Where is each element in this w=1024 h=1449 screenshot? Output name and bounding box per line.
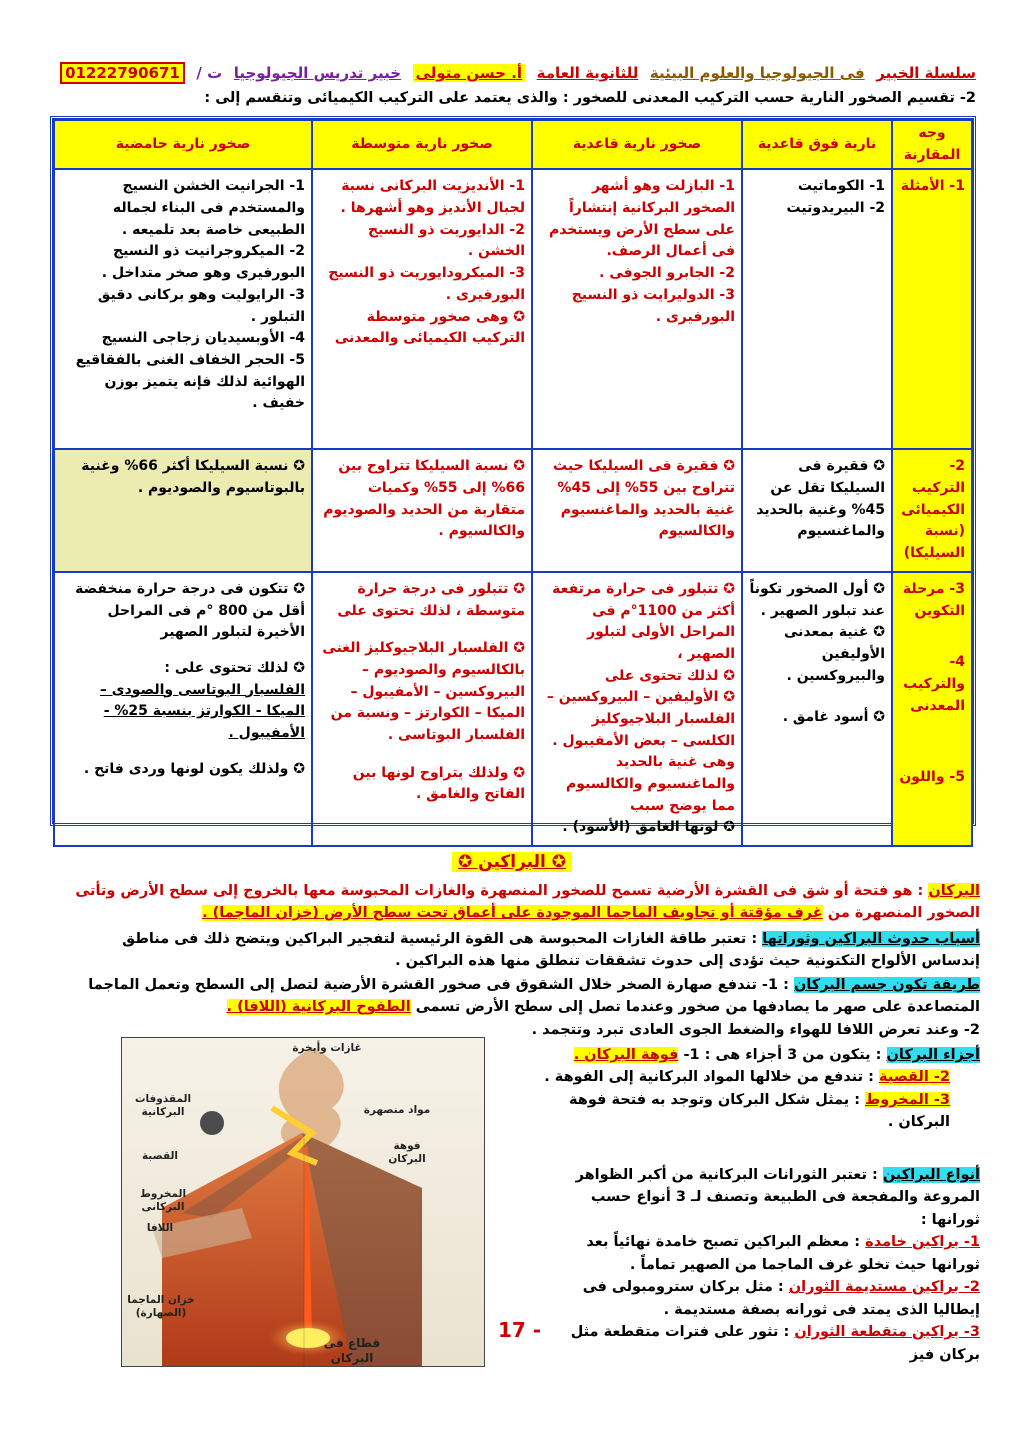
header-intermediate: صخور نارية متوسطة — [312, 120, 532, 169]
subject-title: فى الجيولوجيا والعلوم البيئية — [649, 64, 865, 82]
type-continuous — [540, 1276, 980, 1321]
list-item: ✪ الفلسبار البلاجيوكليز الغنى بالكالسيوم والصوديوم – البيروكسين – الأمفيبول – الميكا – الكوارتز – ونسبة من الفلسبار البوتاسى . — [322, 640, 525, 743]
list-item: ✪ أسود غامق . — [782, 709, 885, 726]
label-lava: اللافا — [146, 1222, 174, 1234]
parts-cone-label: 3- المخروط — [865, 1091, 950, 1108]
label-chamber: خزان الماجما (الصهارة) — [127, 1294, 195, 1320]
list-item: ✪ تتبلور فى درجة حرارة متوسطة ، لذلك تحتوى على — [337, 580, 525, 619]
row-aspect: 4- والتركيب المعدنى — [903, 654, 965, 714]
list-item: ✪ لونها الغامق (الأسود) . — [562, 819, 735, 836]
acid-chem: ✪ نسبة السيليكا أكثر 66% وغنية بالبوتاسيوم والصوديوم . — [54, 449, 312, 571]
intro-line: 2- تقسيم الصخور النارية حسب التركيب المعدنى للصخور : والذى يعتمد على التركيب الكيميائى وتنقسم إلى : — [204, 90, 976, 106]
causes-text: : تعتبر طاقة الغازات المحبوسة هى القوة الرئيسية لتفجير البراكين ويتضح ذلك فى مناطق إندساس الألواح التكتونية حيث تؤدى إلى حدوث تشققات تنطلق منها هذه البراكين . — [122, 931, 980, 970]
inter-formation — [312, 572, 532, 846]
row-aspect: 3- مرحلة التكوين — [902, 580, 965, 619]
basic-chem: ✪ فقيرة فى السيليكا حيث تتراوح بين 55% إلى 45% غنية بالحديد والماغنسيوم والكالسيوم — [532, 449, 742, 571]
ultra-examples — [742, 169, 892, 449]
list-item: 2- البيريدوتيت — [786, 200, 885, 217]
types-label: أنواع البراكين — [882, 1167, 980, 1183]
list-item: ✪ ولذلك يكون لونها وردى فاتح . — [83, 760, 305, 777]
parts-pipe-label: 2- القصبة — [878, 1069, 950, 1086]
list-item: الفلسبار البوتاسى والصودى – الميكا - الكوارتز بنسبة 25% - الأمفيبول . — [99, 681, 305, 741]
volcano-formation — [60, 974, 980, 1041]
header-aspect: وجه المقارنة — [892, 120, 972, 169]
list-item: 1- الأنديزيت البركانى نسبة لجبال الأنديز وهو أشهرها . — [340, 178, 525, 217]
list-item: 2- الجابرو الجوفى . — [599, 265, 735, 282]
definition-label: البركان — [928, 883, 980, 899]
page-number: 17 - — [498, 1318, 542, 1342]
ultra-formation — [742, 572, 892, 846]
header-acidic: صخور نارية حامضية — [54, 120, 312, 169]
formation-step-2: 2- وعند تعرض اللافا للهواء والضغط الجوى العادى تبرد وتتجمد . — [531, 1021, 980, 1038]
teacher-title: خبير تدريس الجيولوجيا — [233, 64, 402, 82]
list-item: ✪ غنية بمعدنى الأوليفين والبيروكسين . — [783, 624, 885, 684]
comparison-table — [50, 116, 976, 836]
list-item: ✪ ولذلك يتراوح لونها بين الفاتح والغامق . — [352, 764, 525, 803]
row-aspect: 5- واللون — [899, 769, 965, 786]
acid-examples — [54, 169, 312, 449]
volcano-causes — [60, 928, 980, 973]
type3-label: 3- براكين متقطعة الثوران — [794, 1324, 980, 1341]
list-item: 1- الجرانيت الخشن النسيج والمستخدم فى البناء لجماله الطبيعى خاصة بعد تلميعه . — [112, 178, 305, 238]
row-aspect: 2- التركيب الكيميائى (نسبة السيليكا) — [892, 449, 972, 571]
list-item: وهى غنية بالحديد والماغنسيوم والكالسيوم مما يوضح سبب — [566, 754, 735, 814]
header-ultrabasic: نارية فوق قاعدية — [742, 120, 892, 169]
label-molten: مواد منصهرة — [363, 1104, 431, 1116]
ultra-chem: ✪ فقيرة فى السيليكا تقل عن 45% وغنية بالحديد والماغنسيوم — [742, 449, 892, 571]
parts-line — [540, 1044, 980, 1066]
list-item: ✪ تتبلور فى حرارة مرتفعة أكثر من 1100°م فى المراحل الأولى لتبلور الصهير ، — [552, 580, 735, 662]
volcano-definition — [60, 880, 980, 925]
basic-formation — [532, 572, 742, 846]
definition-text: : هو فتحة أو شق فى القشرة الأرضية تسمح للصخور المنصهرة والغازات المحبوسة معها بالخروج إلى سطح الأرض وتأتى الصخور المنصهرة من — [75, 883, 980, 922]
series-title: سلسلة الخبير — [876, 64, 976, 82]
table-row — [54, 169, 972, 449]
teacher-name: أ. حسن متولى — [413, 64, 525, 82]
parts-cone-text: : يمثل شكل البركان وتوجد به فتحة فوهة البركان . — [568, 1091, 950, 1131]
label-section: قطاع فى البركان — [323, 1336, 381, 1365]
parts-label: أجزاء البركان — [886, 1047, 980, 1063]
type3-text: : تثور على فترات متقطعة مثل بركان فيز — [570, 1324, 980, 1363]
list-item: ✪ أول الصخور تكوناً عند تبلور الصهير . — [749, 580, 885, 619]
list-item: 2- الدايوريت ذو النسيج الخشن . — [367, 221, 525, 260]
label-crater: فوهة البركان — [388, 1140, 426, 1166]
parts-pipe-line — [540, 1066, 980, 1088]
table-header-row — [54, 120, 972, 169]
list-item: ✪ لذلك تحتوى على : — [164, 659, 305, 676]
phone-label: ت / — [196, 64, 223, 82]
header-basic: صخور نارية قاعدية — [532, 120, 742, 169]
parts-text: : يتكون من 3 أجزاء هى : 1- — [683, 1047, 882, 1063]
inter-chem: ✪ نسبة السيليكا تتراوح بين 66% إلى 55% وكميات متقاربة من الحديد والصوديوم والكالسيوم . — [312, 449, 532, 571]
list-item: ✪ وهى صخور متوسطة التركيب الكيميائى والمعدنى — [334, 308, 525, 347]
type2-label: 2- براكين مستديمة الثوران — [788, 1279, 980, 1296]
type-intermittent — [540, 1321, 980, 1366]
phone-number: 01222790671 — [60, 62, 185, 84]
parts-pipe-text: : تندفع من خلالها المواد البركانية إلى الفوهة . — [544, 1069, 874, 1086]
list-item: 1- البازلت وهو أشهر الصخور البركانية إنتشاراً على سطح الأرض ويستخدم فى أعمال الرصف. — [548, 178, 735, 260]
volcano-parts — [540, 1044, 980, 1134]
definition-highlight: غرف مؤقتة أو تجاويف الماجما الموجودة على أعماق تحت سطح الأرض (خزان الماجما) . — [202, 905, 823, 922]
basic-examples — [532, 169, 742, 449]
formation-label: طريقة تكون جسم البركان — [793, 977, 980, 993]
list-item: ✪ تتكون فى درجة حرارة منخفضة أقل من 800 °م فى المراحل الأخيرة لتبلور الصهير — [75, 580, 305, 641]
list-item: 2- الميكروجرانيت ذو النسيج البورفيرى وهو صخر متداخل . — [101, 243, 305, 282]
acid-formation — [54, 572, 312, 846]
table-row — [54, 572, 972, 846]
list-item: ✪ الأوليفين – البيروكسين – الفلسبار البلاجيوكليز الكلسى – بعض الأمفيبول . — [546, 689, 735, 749]
volcano-types — [540, 1164, 980, 1366]
type1-label: 1- براكين خامدة — [865, 1234, 980, 1251]
list-item: 1- الكوماتيت — [797, 178, 885, 195]
causes-label: أسباب حدوث البراكين وثوراتها — [762, 931, 980, 947]
table-row — [54, 449, 972, 571]
formation-highlight: الطفوح البركانية (اللافا) . — [226, 999, 411, 1016]
type1-text: : معظم البراكين تصبح خامدة نهائياً بعد ثورانها حيث تخلو غرف الماجما من الصهير تماماً . — [586, 1234, 980, 1273]
parts-crater: فوهة البركان . — [573, 1047, 679, 1063]
list-item: 4- الأوبسيديان زجاجى النسيج — [101, 330, 305, 347]
list-item: 3- الرايوليت وهو بركانى دقيق التبلور . — [97, 286, 305, 325]
list-item: 5- الحجر الخفاف الغنى بالفقاقيع الهوائية لذلك فإنه يتميز بوزن خفيف . — [75, 351, 305, 412]
volcano-diagram — [121, 1037, 485, 1367]
grade-title: للثانوية العامة — [536, 64, 639, 82]
list-item: 3- الميكرودايوريت ذو النسيج البورفيرى . — [328, 265, 525, 303]
volcanoes-title: ✪ البراكين ✪ — [0, 852, 1024, 872]
formation-text: : 1- تندفع صهارة الصخر خلال الشقوق فى صخور القشرة الأرضية لتصل إلى السطح وتعمل الماجما المتصاعدة على صهر ما يصادفها من صخور وعندما تصل إلى سطح الأرض تسمى — [88, 977, 980, 1016]
list-item: 3- الدوليرايت ذو النسيج البورفيرى . — [571, 286, 735, 325]
types-text: : تعتبر الثورانات البركانية من أكبر الظواهر المروعة والمفجعة فى الطبيعة وتصنف لـ 3 أنواع حسب ثورانها : — [575, 1167, 980, 1228]
label-pipe: القصبة — [141, 1150, 179, 1162]
list-item: ✪ لذلك تحتوى على — [604, 667, 735, 684]
type2-text: : مثل بركان سترومبولى فى إيطاليا الذى يمتد فى ثورانه بصفة مستديمة . — [582, 1279, 980, 1318]
row-aspect: 1- الأمثلة — [892, 169, 972, 449]
type-dormant — [540, 1231, 980, 1276]
inter-examples — [312, 169, 532, 449]
page-header — [60, 60, 976, 86]
label-cone: المخروط البركانى — [139, 1188, 187, 1214]
row-aspect-group — [892, 572, 972, 846]
parts-cone-line — [540, 1089, 980, 1134]
label-gases: غازات وأبخرة — [292, 1042, 362, 1054]
label-ejecta: المقذوفات البركانية — [134, 1093, 192, 1119]
